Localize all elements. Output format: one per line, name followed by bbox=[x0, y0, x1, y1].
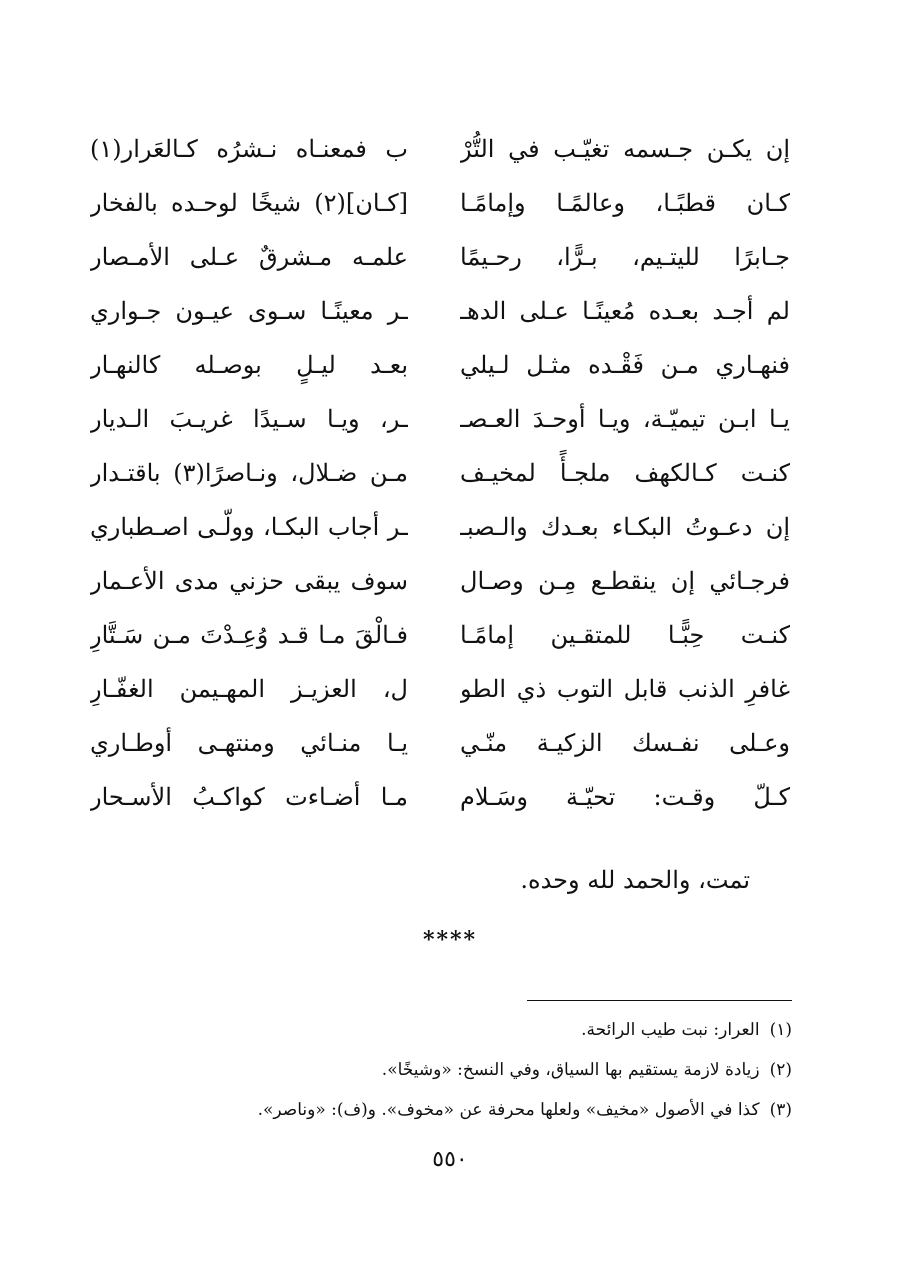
verse-second-hemistich: فـالْقَ مـا قـد وُعِـدْتَ مـن سَـتَّارِ bbox=[90, 621, 408, 649]
verse bbox=[80, 228, 820, 286]
footnote bbox=[92, 1050, 792, 1090]
verse-second-hemistich: ل، العزيـز المهـيمن الغفّـارِ bbox=[90, 675, 408, 703]
verse-first-hemistich: إن دعـوتُ البكـاء بعـدك والـصبـ bbox=[460, 513, 790, 541]
verse bbox=[80, 444, 820, 502]
verse bbox=[80, 606, 820, 664]
verse-second-hemistich: ـر أجاب البكـا، وولّـى اصـطباري bbox=[90, 513, 408, 541]
verse-first-hemistich: يـا ابـن تيميّـة، ويـا أوحـدَ العـصـ bbox=[460, 405, 790, 433]
verse-second-hemistich: مـا أضـاءت كواكـبُ الأسـحار bbox=[90, 783, 408, 811]
footnote-text: زيادة لازمة يستقيم بها السياق، وفي النسخ: «وشيخًا». bbox=[381, 1060, 760, 1080]
verse-second-hemistich: ـر معينًـا سـوى عيـون جـواري bbox=[90, 297, 408, 325]
footnotes bbox=[92, 1010, 792, 1130]
verse bbox=[80, 390, 820, 448]
verse-second-hemistich: [كـان](٢) شيخًا لوحـده بالفخار bbox=[90, 189, 408, 217]
footnote-text: العرار: نبت طيب الرائحة. bbox=[581, 1020, 760, 1040]
verse bbox=[80, 714, 820, 772]
footnote-number: (٣) bbox=[769, 1100, 792, 1120]
verse-second-hemistich: سوف يبقى حزني مدى الأعـمار bbox=[90, 567, 408, 595]
verse-first-hemistich: إن يكـن جـسمه تغيّـب في التُّرْ bbox=[460, 135, 790, 163]
verse bbox=[80, 768, 820, 826]
verse-second-hemistich: يـا منـائي ومنتهـى أوطـاري bbox=[90, 729, 408, 757]
verse-first-hemistich: لم أجـد بعـده مُعينًـا عـلى الدهـ bbox=[460, 297, 790, 325]
verse-second-hemistich: مـن ضـلال، ونـاصرًا(٣) باقتـدار bbox=[90, 459, 408, 487]
section-separator: **** bbox=[422, 927, 478, 953]
closing-line: تمت، والحمد لله وحده. bbox=[520, 866, 750, 894]
verse-first-hemistich: كنـت كـالكهف ملجـأً لمخيـف bbox=[460, 459, 790, 487]
verse bbox=[80, 498, 820, 556]
verse bbox=[80, 552, 820, 610]
verse-first-hemistich: غافرِ الذنب قابل التوب ذي الطو bbox=[460, 675, 790, 703]
verse-second-hemistich: علمـه مـشرقٌ عـلى الأمـصار bbox=[90, 243, 408, 271]
verse-first-hemistich: فنهـاري مـن فَقْـده مثـل لـيلي bbox=[460, 351, 790, 379]
verse bbox=[80, 336, 820, 394]
footnote-number: (١) bbox=[769, 1020, 792, 1040]
verse-first-hemistich: جـابرًا لليتـيم، بـرًّا، رحـيمًا bbox=[460, 243, 790, 271]
verse-first-hemistich: كـان قطبًـا، وعالمًـا وإمامًـا bbox=[460, 189, 790, 217]
verse-first-hemistich: وعـلى نفـسك الزكيـة منّـي bbox=[460, 729, 790, 757]
footnote bbox=[92, 1010, 792, 1050]
verse bbox=[80, 174, 820, 232]
footnote-divider bbox=[527, 1000, 792, 1001]
verse bbox=[80, 120, 820, 178]
verse-first-hemistich: كـلّ وقـت: تحيّـة وسَـلام bbox=[460, 783, 790, 811]
footnote-number: (٢) bbox=[769, 1060, 792, 1080]
verse-first-hemistich: فرجـائي إن ينقطـع مِـن وصـال bbox=[460, 567, 790, 595]
footnote-text: كذا في الأصول «مخيف» ولعلها محرفة عن «مخوف». و(ف): «وناصر». bbox=[257, 1100, 760, 1120]
page-number: ٥٥٠ bbox=[432, 1147, 468, 1172]
verse-first-hemistich: كنـت حِبًّـا للمتقـين إمامًـا bbox=[460, 621, 790, 649]
verse bbox=[80, 660, 820, 718]
verse-second-hemistich: بعـد ليـلٍ بوصـله كالنهـار bbox=[90, 351, 408, 379]
verse-second-hemistich: ـر، ويـا سـيدًا غريـبَ الـديار bbox=[90, 405, 408, 433]
footnote bbox=[92, 1090, 792, 1130]
verse bbox=[80, 282, 820, 340]
verse-second-hemistich: ب فمعنـاه نـشرُه كـالعَرار(١) bbox=[90, 135, 408, 163]
